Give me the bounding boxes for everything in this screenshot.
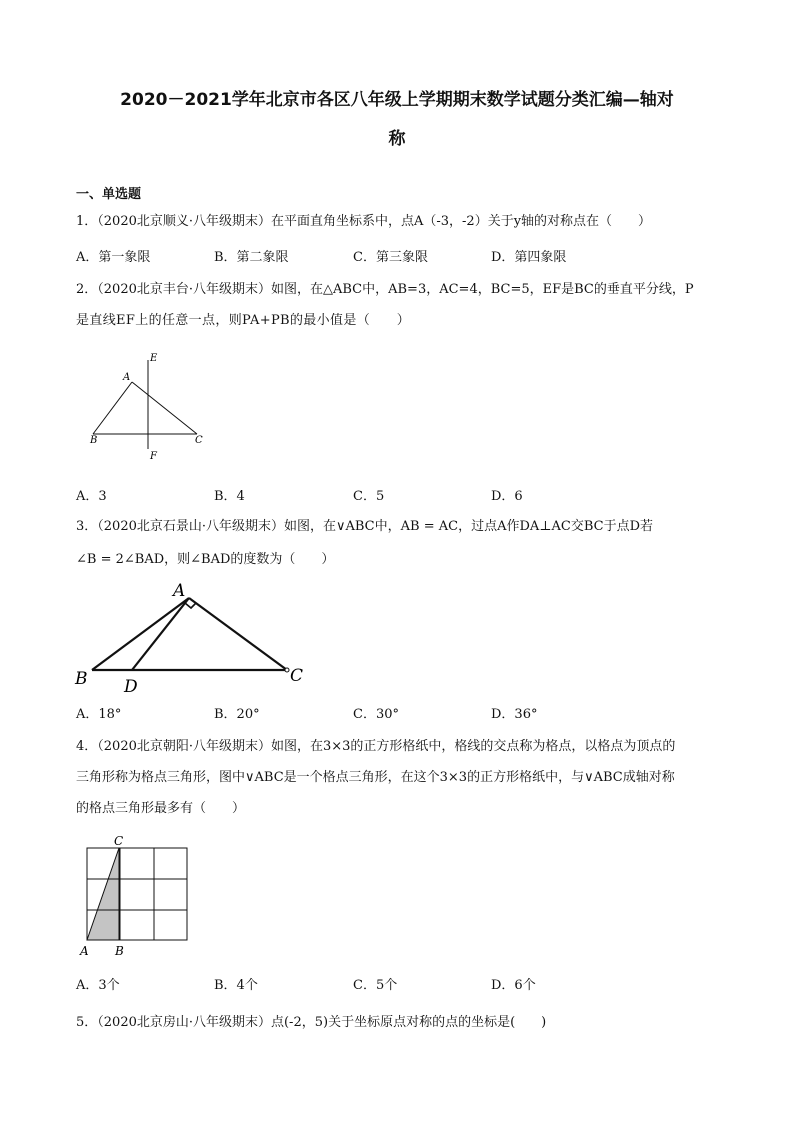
question-2-option-b: B．4 bbox=[214, 489, 245, 504]
question-3-option-a: A．18° bbox=[76, 707, 122, 722]
question-2-text-continued: 是直线EF上的任意一点，则PA+PB的最小值是（ ） bbox=[76, 313, 411, 328]
question-3-option-c: C．30° bbox=[353, 707, 399, 722]
label-c: C bbox=[114, 834, 124, 848]
label-a: A bbox=[123, 372, 131, 383]
question-3-text-continued: ∠B = 2∠BAD，则∠BAD的度数为（ ） bbox=[76, 552, 335, 567]
label-b: B bbox=[115, 944, 124, 958]
question-3-figure bbox=[72, 578, 312, 697]
question-4-option-d: D．6个 bbox=[491, 978, 536, 993]
question-1-option-c: C．第三象限 bbox=[353, 250, 428, 265]
label-a: A bbox=[80, 944, 89, 958]
question-4-option-a: A．3个 bbox=[76, 978, 120, 993]
question-3-option-d: D．36° bbox=[491, 707, 538, 722]
question-4-figure bbox=[76, 832, 196, 960]
label-c: C bbox=[195, 435, 203, 446]
question-1-text: 1．（2020北京顺义·八年级期末）在平面直角坐标系中，点A（-3，-2）关于y轴的对称点在（ ） bbox=[76, 214, 652, 229]
right-angle-mark bbox=[185, 603, 196, 608]
label-e: E bbox=[150, 353, 158, 364]
question-2-option-a: A．3 bbox=[76, 489, 107, 504]
label-d: D bbox=[124, 677, 138, 697]
question-2-figure bbox=[80, 348, 220, 468]
question-1-option-d: D．第四象限 bbox=[491, 250, 567, 265]
question-4-text-continued: 三角形称为格点三角形，图中∨ABC是一个格点三角形，在这个3×3的正方形格纸中，与∨ABC成轴对称 bbox=[76, 770, 675, 785]
question-2-option-d: D．6 bbox=[491, 489, 523, 504]
point-c-dot bbox=[285, 668, 289, 672]
question-3-option-b: B．20° bbox=[214, 707, 260, 722]
label-a: A bbox=[173, 581, 186, 601]
segment-ac bbox=[189, 598, 287, 670]
label-f: F bbox=[150, 451, 157, 462]
question-4-text: 4．（2020北京朝阳·八年级期末）如图，在3×3的正方形格纸中，格线的交点称为格点，以格点为顶点的 bbox=[76, 739, 676, 754]
document-title-continued: 称 bbox=[388, 129, 406, 149]
question-4-text-continued-2: 的格点三角形最多有（ ） bbox=[76, 801, 246, 816]
question-3-text: 3．（2020北京石景山·八年级期末）如图，在∨ABC中，AB = AC，过点A作DA⊥AC交BC于点D若 bbox=[76, 519, 653, 534]
question-1-option-a: A．第一象限 bbox=[76, 250, 151, 265]
segment-ac bbox=[132, 382, 197, 434]
section-heading: 一、单选题 bbox=[76, 187, 142, 202]
question-1-option-b: B．第二象限 bbox=[214, 250, 289, 265]
document-title: 2020－2021学年北京市各区八年级上学期期末数学试题分类汇编—轴对 bbox=[120, 90, 674, 110]
question-4-option-c: C．5个 bbox=[353, 978, 398, 993]
question-5-text: 5．（2020北京房山·八年级期末）点(-2，5)关于坐标原点对称的点的坐标是( ) bbox=[76, 1015, 547, 1030]
question-2-option-c: C．5 bbox=[353, 489, 385, 504]
segment-ab bbox=[93, 382, 132, 434]
label-b: B bbox=[90, 435, 98, 446]
label-b: B bbox=[75, 669, 88, 689]
question-2-text: 2．（2020北京丰台·八年级期末）如图，在△ABC中，AB=3，AC=4，BC=5，EF是BC的垂直平分线，P bbox=[76, 282, 694, 297]
question-4-option-b: B．4个 bbox=[214, 978, 258, 993]
label-c: C bbox=[290, 666, 304, 686]
